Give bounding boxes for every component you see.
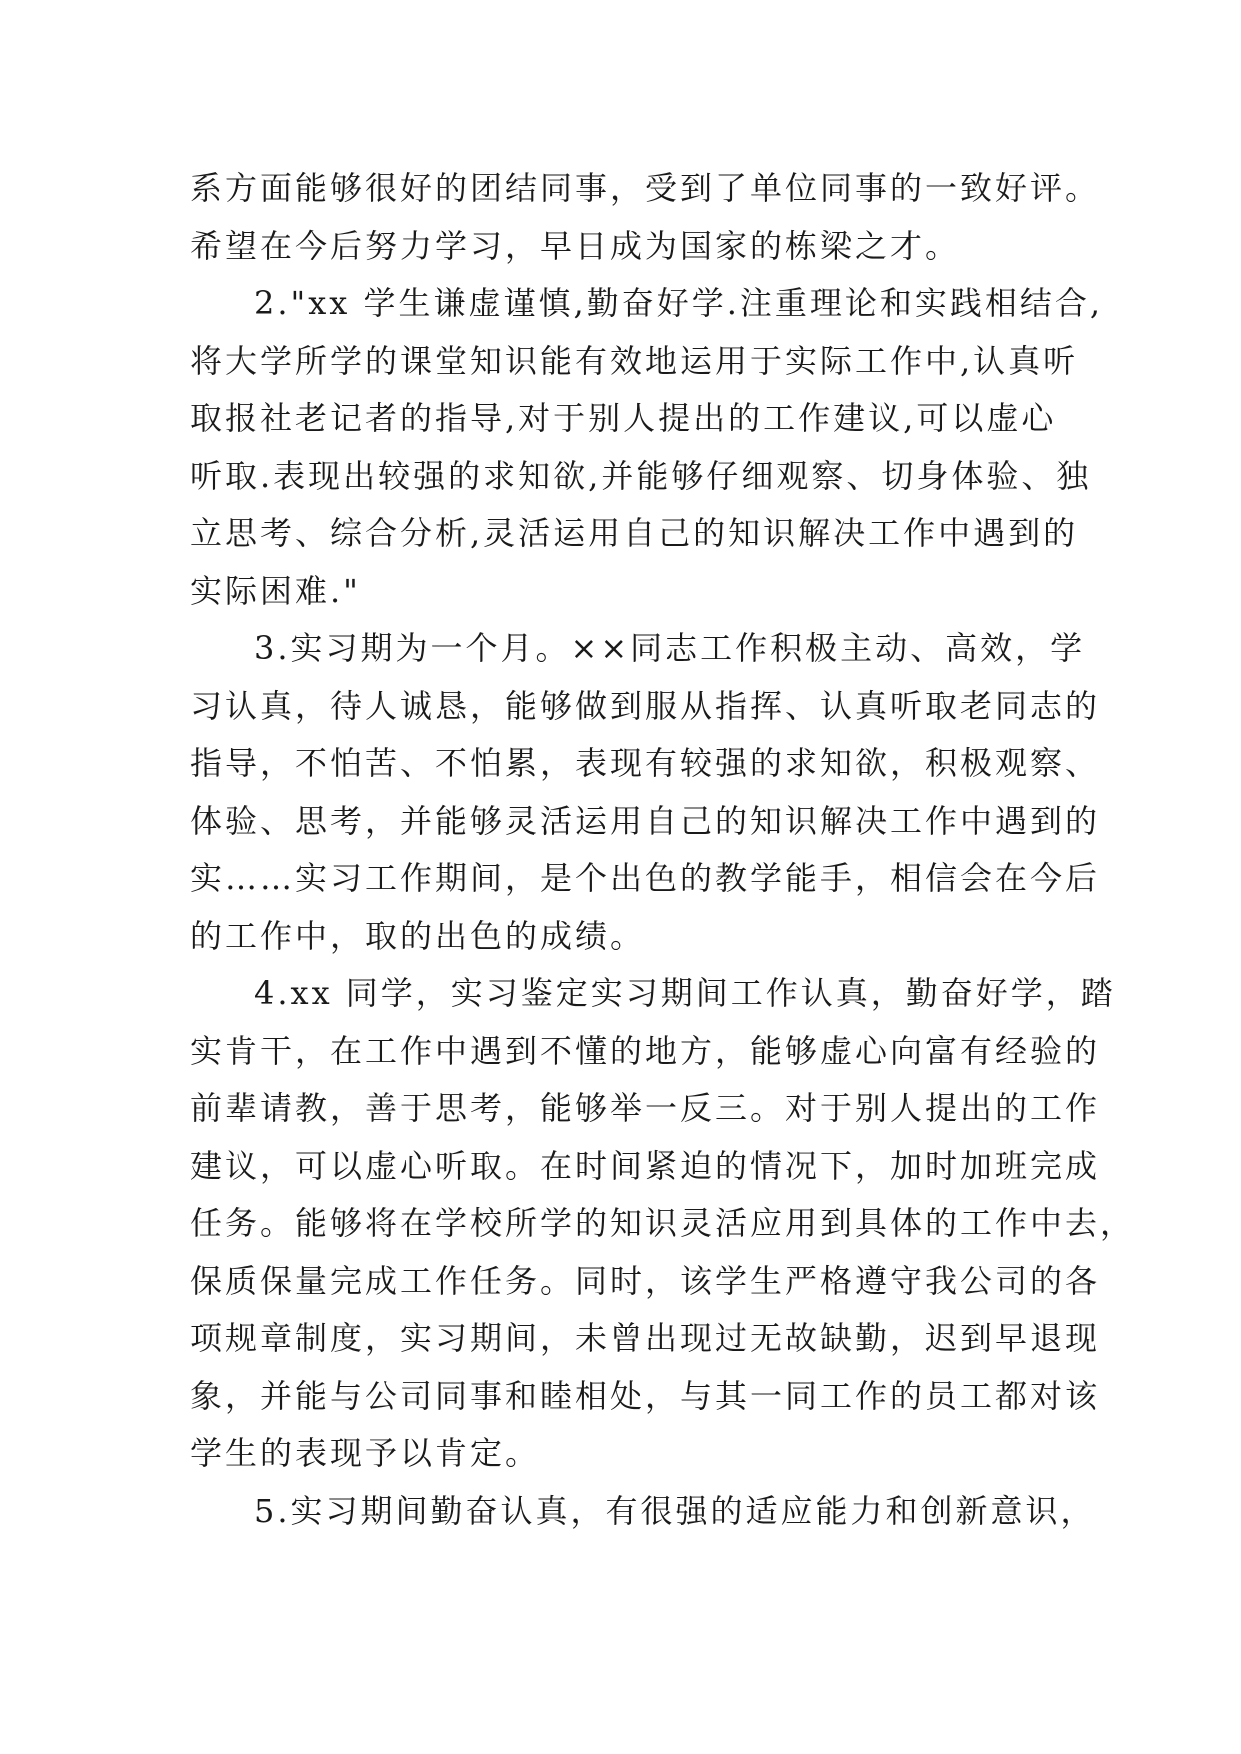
text-line: 习认真，待人诚恳，能够做到服从指挥、认真听取老同志的 [190,686,1101,725]
document-body [190,160,1136,1540]
text-line: 体验、思考，并能够灵活运用自己的知识解决工作中遇到的 [190,801,1101,840]
text-line: 保质保量完成工作任务。同时，该学生严格遵守我公司的各 [190,1261,1101,1300]
text-line: 任务。能够将在学校所学的知识灵活应用到具体的工作中去， [190,1204,1136,1242]
text-line: 建议，可以虚心听取。在时间紧迫的情况下，加时加班完成 [190,1146,1101,1185]
text-line: 实际困难." [190,571,361,610]
text-line: 听取.表现出较强的求知欲,并能够仔细观察、切身体验、独 [190,456,1092,495]
text-line: 学生的表现予以肯定。 [190,1434,541,1472]
text-line: 3.实习期为一个月。××同志工作积极主动、高效，学 [254,629,1086,667]
paragraph-4 [190,965,1136,1483]
text-line: 2."xx 学生谦虚谨慎,勤奋好学.注重理论和实践相结合, [254,284,1104,322]
paragraph-1 [190,160,1101,275]
text-line: 将大学所学的课堂知识能有效地运用于实际工作中,认真听 [190,341,1079,380]
text-line: 取报社老记者的指导,对于别人提出的工作建议,可以虚心 [190,399,1057,437]
text-line: 前辈请教，善于思考，能够举一反三。对于别人提出的工作 [190,1089,1101,1127]
paragraph-5 [190,1483,1096,1541]
text-line: 的工作中，取的出色的成绩。 [190,916,646,955]
text-line: 实肯干，在工作中遇到不懂的地方，能够虚心向富有经验的 [190,1031,1101,1070]
text-line: 实……实习工作期间，是个出色的教学能手，相信会在今后 [190,859,1101,897]
text-line: 系方面能够很好的团结同事，受到了单位同事的一致好评。 [190,169,1101,207]
text-line: 指导，不怕苦、不怕累，表现有较强的求知欲，积极观察、 [190,744,1101,782]
text-line: 4.xx 同学，实习鉴定实习期间工作认真，勤奋好学，踏 [254,974,1116,1012]
text-line: 5.实习期间勤奋认真，有很强的适应能力和创新意识， [254,1491,1096,1530]
text-line: 项规章制度，实习期间，未曾出现过无故缺勤，迟到早退现 [190,1319,1101,1357]
paragraph-2 [190,275,1104,620]
text-line: 象，并能与公司同事和睦相处，与其一同工作的员工都对该 [190,1376,1101,1415]
text-line: 希望在今后努力学习，早日成为国家的栋梁之才。 [190,226,961,265]
text-line: 立思考、综合分析,灵活运用自己的知识解决工作中遇到的 [190,514,1079,552]
paragraph-3 [190,620,1101,965]
